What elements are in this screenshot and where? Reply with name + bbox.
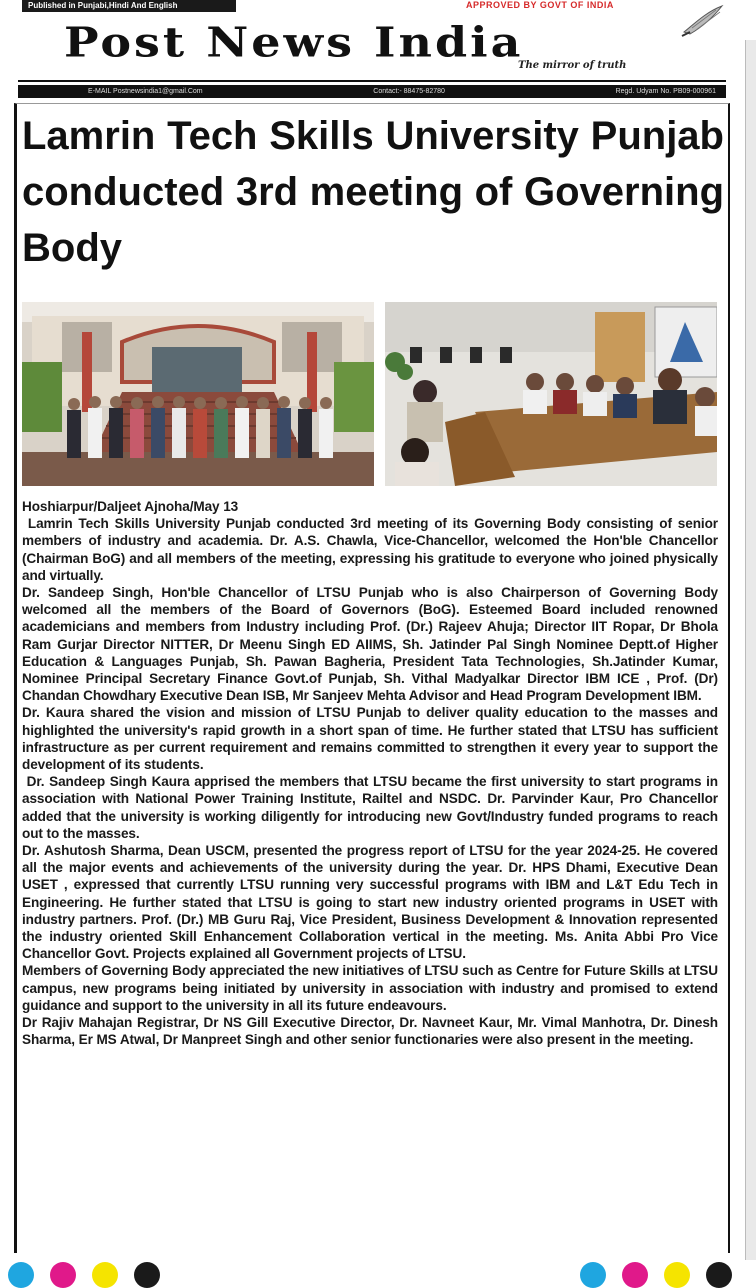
quill-logo-icon <box>676 2 726 38</box>
masthead-tagline: The mirror of truth <box>518 60 627 71</box>
article-paragraph: Dr. Ashutosh Sharma, Dean USCM, presented the progress report of LTSU for the year 2024-25. He covered all the major events and achievements of the university during the year. Dr. HPS Dhami, Executive Dean USET , expressed that currently LTSU running very successful programs with IBM and L&T Edu Tech in Engineering. He further stated that LTSU is going to start new industry oriented programs in USET with industry partners. Prof. (Dr.) MB Guru Raj, Vice President, Business Development & Innovation represented the industry oriented Skill Enhancement Collaboration vertical in the meeting. Ms. Anita Abbi Pro Vice Chancellor Govt. Projects explained all Government projects of LTSU. <box>22 843 718 962</box>
email-text: E-MAIL Postnewsindia1@gmail.Com <box>88 88 203 95</box>
article-paragraph: Dr. Sandeep Singh, Hon'ble Chancellor of LTSU Punjab who is also Chairperson of Governing Body welcomed all the members of the Board of Governors (BoG). Esteemed Board included renowned academicians and members from Industry including Prof. (Dr.) Rajeev Ahuja; Director IIT Ropar, Dr Bhola Ram Gurjar Director NITTER, Dr Meenu Singh ED AIIMS, Sh. Jatinder Pal Singh Nominee Deptt.of Higher Education & Languages Punjab, Sh. Pawan Bagheria, President Tata Technologies, Sh.Jatinder Kumar, Nominee Principal Secretary Finance Govt.of Punjab, Sh. Vithal Madyalkar Director IBM ICE , Prof. (Dr) Chandan Chowdhary Executive Dean ISB, Mr Sanjeev Mehta Advisor and Head Program Development IBM. <box>22 585 718 704</box>
cyan-dot <box>580 1262 606 1288</box>
page-edge <box>745 40 756 1260</box>
newspaper-masthead: Post News India <box>64 17 524 67</box>
article-dateline: Hoshiarpur/Daljeet Ajnoha/May 13 <box>22 499 239 514</box>
article-paragraph: Members of Governing Body appreciated the new initiatives of LTSU such as Centre for Future Skills at LTSU campus, new programs being initiated by university in association with industry and promised to extend guidance and support to the university in all its future endeavours. <box>22 963 718 1013</box>
publication-languages-strip: Published in Punjabi,Hindi And English <box>22 0 236 12</box>
registration-text: Regd. Udyam No. PB09-000961 <box>615 88 716 95</box>
registration-marks-left <box>8 1262 160 1288</box>
article-paragraph: Dr. Sandeep Singh Kaura apprised the members that LTSU became the first university to start programs in association with National Power Training Institute, Railtel and NSDC. Dr. Parvinder Kaur, Pro Chancellor added that the university is working diligently for introducing new Govt/Industry funded programs to reach out to the masses. <box>22 774 722 841</box>
meeting-photo-illustration <box>385 302 717 486</box>
yellow-dot <box>664 1262 690 1288</box>
cyan-dot <box>8 1262 34 1288</box>
registration-marks-right <box>580 1262 732 1288</box>
meeting-room-photo <box>385 302 717 486</box>
group-photo-campus <box>22 302 374 486</box>
masthead-rule <box>18 80 726 82</box>
article-headline: Lamrin Tech Skills University Punjab conducted 3rd meeting of Governing Body <box>22 114 724 270</box>
magenta-dot <box>622 1262 648 1288</box>
black-dot <box>706 1262 732 1288</box>
article-paragraph: Dr. Kaura shared the vision and mission of LTSU Punjab to deliver quality education to the masses and highlighted the university's rapid growth in a short span of time. He further stated that LTSU has sufficient infrastructure as per current requirement and remains committed to strengthen it every year to support the development of its students. <box>22 705 718 773</box>
contact-text: Contact:- 88475-82780 <box>373 88 445 95</box>
contact-info-bar <box>18 85 726 98</box>
article-body <box>22 498 722 1049</box>
yellow-dot <box>92 1262 118 1288</box>
approved-label: APPROVED BY GOVT OF INDIA <box>466 0 614 10</box>
article-paragraph: Lamrin Tech Skills University Punjab conducted 3rd meeting of its Governing Body consisting of senior members of industry and academia. Dr. A.S. Chawla, Vice-Chancellor, welcomed the Hon'ble Chancellor (Chairman BoG) and all members of the meeting, expressing his gratitude to everyone who joined physically and virtually. <box>22 516 722 583</box>
campus-photo-illustration <box>22 302 374 486</box>
black-dot <box>134 1262 160 1288</box>
article-paragraph: Dr Rajiv Mahajan Registrar, Dr NS Gill Executive Director, Dr. Navneet Kaur, Mr. Vimal Manhotra, Dr. Dinesh Sharma, Er MS Atwal, Dr Manpreet Singh and other senior functionaries were also present in the meeting. <box>22 1015 718 1048</box>
magenta-dot <box>50 1262 76 1288</box>
